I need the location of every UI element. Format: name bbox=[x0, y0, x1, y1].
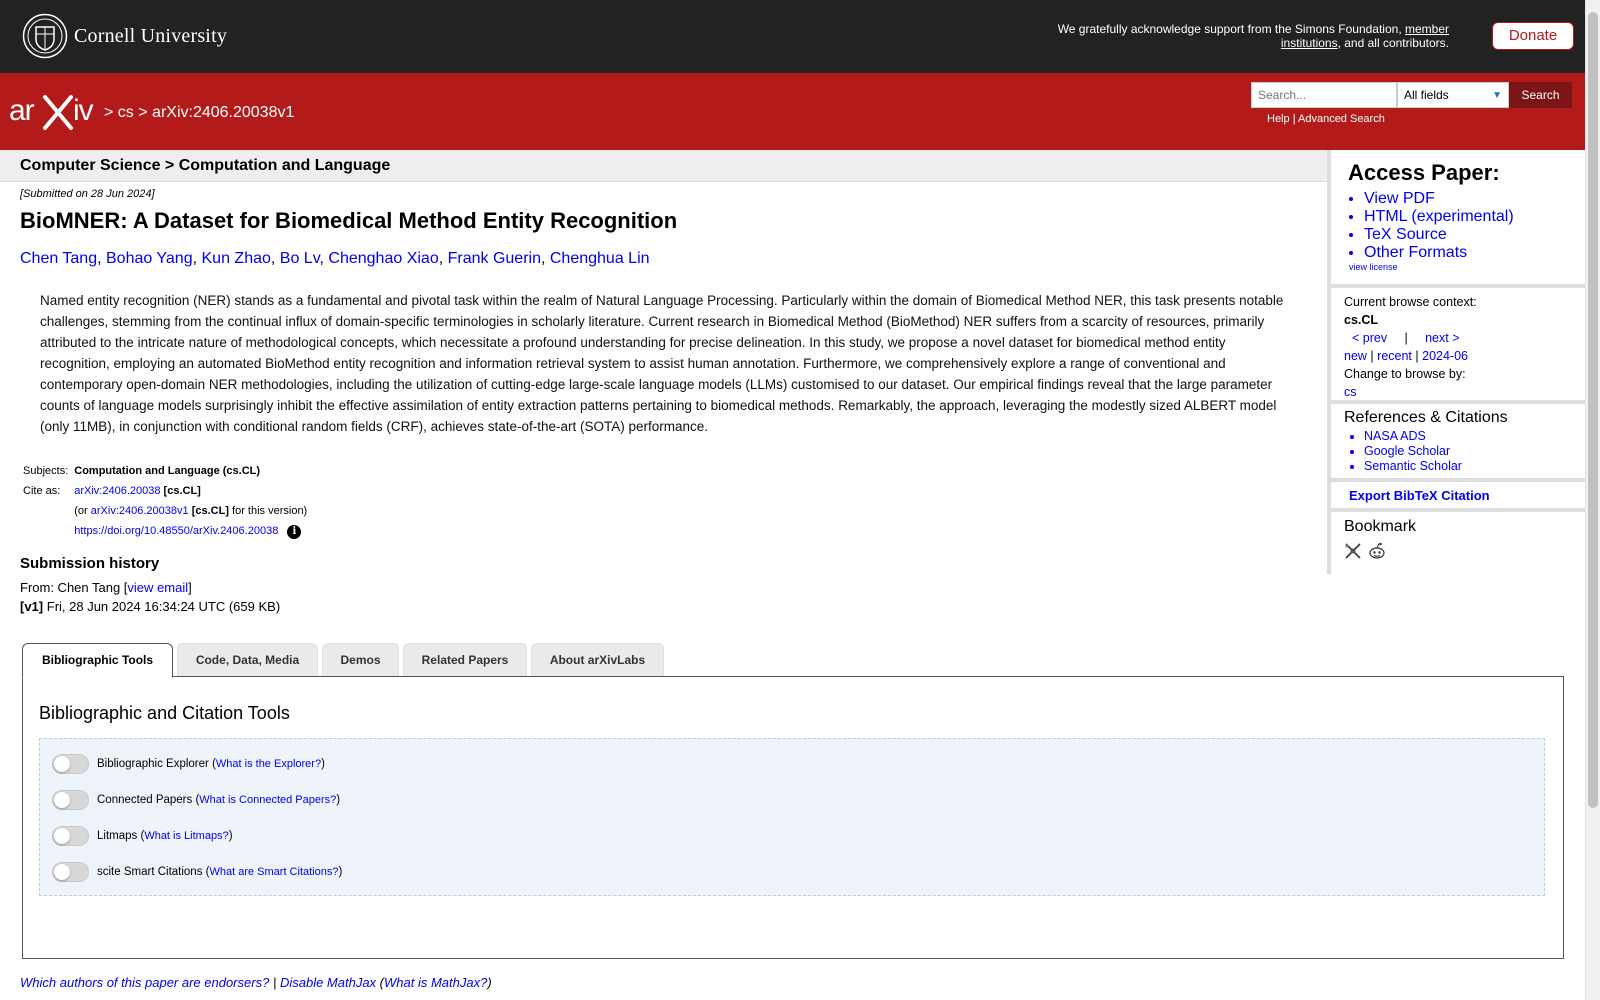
access-links bbox=[1344, 190, 1585, 262]
tool-label: Litmaps bbox=[97, 830, 138, 842]
author-link[interactable]: Chenghua Lin bbox=[549, 250, 650, 267]
listing-links bbox=[1344, 347, 1585, 365]
cite-version-suffix: for this version) bbox=[232, 505, 308, 517]
tex-source-link[interactable]: • TeX Source bbox=[1364, 226, 1585, 244]
tool-label: scite Smart Citations bbox=[97, 866, 203, 878]
tab-about-arxivlabs[interactable]: About arXivLabs bbox=[531, 643, 664, 677]
cite-or-text: (or bbox=[74, 505, 88, 517]
search-input[interactable] bbox=[1251, 82, 1397, 108]
view-email-link[interactable]: view email bbox=[127, 580, 189, 595]
info-icon[interactable]: i bbox=[287, 525, 301, 539]
support-prefix: We gratefully acknowledge support from the Simons Foundation, bbox=[1057, 22, 1405, 36]
tool-row-connected-papers: Connected Papers ( What is Connected Papers? ) bbox=[52, 789, 340, 811]
cite-category: [cs.CL] bbox=[163, 485, 201, 497]
from-suffix: ] bbox=[188, 580, 192, 595]
support-text bbox=[1029, 22, 1449, 50]
svg-text:ar: ar bbox=[9, 94, 34, 127]
subjects-row bbox=[20, 461, 310, 481]
support-suffix: , and all contributors. bbox=[1337, 36, 1449, 50]
browse-context-box bbox=[1331, 288, 1585, 404]
recent-link[interactable]: recent bbox=[1377, 349, 1412, 363]
scite-toggle[interactable] bbox=[52, 862, 89, 882]
paper-title: BioMNER: A Dataset for Biomedical Method Entity Recognition bbox=[20, 208, 678, 233]
semantic-scholar-link[interactable]: • Semantic Scholar bbox=[1364, 459, 1585, 474]
doi-link[interactable]: https://doi.org/10.48550/arXiv.2406.20038 bbox=[74, 525, 279, 537]
author-list: Chen Tang, Bohao Yang, Kun Zhao, Bo Lv, Chenghao Xiao, Frank Guerin, Chenghua Lin bbox=[20, 250, 650, 267]
subjects-value: Computation and Language (cs.CL) bbox=[74, 465, 261, 477]
cornell-logo[interactable] bbox=[22, 13, 227, 59]
tool-help-link[interactable]: What are Smart Citations? bbox=[209, 866, 339, 878]
tab-related-papers[interactable]: Related Papers bbox=[403, 643, 527, 677]
change-browse-label: Change to browse by: bbox=[1344, 367, 1466, 381]
view-pdf-link[interactable]: • View PDF bbox=[1364, 190, 1585, 208]
svg-text:iv: iv bbox=[73, 94, 93, 127]
export-bibtex-link[interactable]: Export BibTeX Citation bbox=[1349, 488, 1490, 503]
version-entry bbox=[20, 599, 1315, 614]
prev-next-nav bbox=[1344, 329, 1585, 347]
tab-bibliographic-tools[interactable]: Bibliographic Tools bbox=[22, 643, 173, 678]
nav-separator: | bbox=[1415, 349, 1419, 363]
sidebar bbox=[1327, 150, 1585, 574]
nav-separator: | bbox=[1404, 331, 1408, 345]
litmaps-toggle[interactable] bbox=[52, 826, 89, 846]
breadcrumb-separator: > bbox=[138, 104, 148, 121]
scrollbar[interactable] bbox=[1585, 0, 1600, 1000]
tool-row-litmaps: Litmaps ( What is Litmaps? ) bbox=[52, 825, 233, 847]
context-value: cs.CL bbox=[1344, 313, 1379, 327]
footer-links: Which authors of this paper are endorsers? | Disable MathJax (What is MathJax?) bbox=[20, 975, 492, 990]
tool-row-bibliographic-explorer: Bibliographic Explorer ( What is the Explorer? ) bbox=[52, 753, 325, 775]
bibtex-box bbox=[1331, 482, 1585, 512]
endorsers-link[interactable]: Which authors of this paper are endorsers? bbox=[20, 975, 270, 990]
author-link[interactable]: Bo Lv bbox=[279, 250, 320, 267]
tab-demos[interactable]: Demos bbox=[322, 643, 399, 677]
arxiv-header bbox=[0, 73, 1585, 150]
member-institutions-link[interactable]: member institutions bbox=[1280, 22, 1449, 50]
cornell-name: Cornell University bbox=[74, 24, 228, 47]
subjects-label: Subjects: bbox=[23, 465, 69, 477]
help-link[interactable]: Help bbox=[1267, 113, 1290, 125]
chevron-down-icon: ▼ bbox=[1492, 89, 1502, 101]
cite-version-value bbox=[71, 501, 310, 521]
abstract: Named entity recognition (NER) stands as a fundamental and pivotal task within the realm of Natural Language Processing. Particularly within the domain of Biomedical Method NER, this task presents notable challenges, stemming from the continual influx of domain-specific terminologies in scholarly literature. Current research in Biomedical Method (BioMethod) NER suffers from a scarcity of resources, primarily attributed to the intricate nature of methodological concepts, which necessitate a profound understanding for precise delineation. In this study, we propose a novel dataset for biomedical method entity recognition, employing an automated BioMethod entity recognition and information retrieval system to assist human annotation. Furthermore, we comprehensively explore a range of conventional and contemporary open-domain NER methodologies, including the utilization of cutting-edge large-scale language models (LLMs) customised to our dataset. Our empirical findings reveal that the large parameter counts of language models surprisingly inhibit the effective assimilation of entity extraction patterns pertaining to biomedical methods. Remarkably, the approach, leveraging the modestly sized ALBERT model (only 11MB), in conjunction with conditional random fields (CRF), achieves state-of-the-art (SOTA) performance. bbox=[40, 293, 1284, 434]
doi-row bbox=[20, 521, 310, 541]
context-label: Current browse context: bbox=[1344, 295, 1477, 309]
category-heading: Computer Science > Computation and Language bbox=[20, 157, 391, 174]
version-label: [v1] bbox=[20, 599, 44, 614]
cornell-bar bbox=[0, 0, 1585, 73]
footer-separator: | bbox=[272, 975, 277, 990]
main-content bbox=[20, 182, 1315, 614]
version-text: Fri, 28 Jun 2024 16:34:24 UTC (659 KB) bbox=[46, 599, 281, 614]
bibsonomy-icon[interactable] bbox=[1344, 542, 1362, 560]
next-link[interactable]: next > bbox=[1425, 331, 1460, 345]
author-link[interactable]: Chen Tang bbox=[20, 250, 98, 267]
submission-from bbox=[20, 580, 1315, 595]
breadcrumb-paper-id: arXiv:2406.20038v1 bbox=[152, 104, 295, 121]
toggle-knob bbox=[54, 756, 70, 772]
toggle-knob bbox=[54, 792, 70, 808]
tool-help-link[interactable]: What is Connected Papers? bbox=[199, 794, 337, 806]
tool-row-scite: scite Smart Citations ( What are Smart Citations? ) bbox=[52, 861, 342, 883]
google-scholar-link[interactable]: • Google Scholar bbox=[1364, 444, 1585, 459]
metadata-table bbox=[20, 461, 310, 541]
tool-help-link[interactable]: What is Litmaps? bbox=[144, 830, 229, 842]
breadcrumb-separator: > bbox=[104, 104, 114, 121]
author-link[interactable]: Kun Zhao bbox=[201, 250, 271, 267]
panel-title: Bibliographic and Citation Tools bbox=[39, 703, 290, 723]
author-link[interactable]: Bohao Yang bbox=[106, 250, 193, 267]
submission-history-heading: Submission history bbox=[20, 555, 160, 572]
access-paper-box bbox=[1331, 150, 1585, 288]
cornell-seal-icon bbox=[22, 13, 68, 59]
access-paper-title: Access Paper: bbox=[1348, 160, 1500, 185]
links-separator: | bbox=[1292, 113, 1296, 125]
bibliographic-explorer-toggle[interactable] bbox=[52, 754, 89, 774]
tab-code-data-media[interactable]: Code, Data, Media bbox=[177, 643, 318, 677]
cite-version-row bbox=[20, 501, 310, 521]
search-button[interactable]: Search bbox=[1509, 82, 1572, 108]
reddit-icon[interactable] bbox=[1368, 542, 1386, 560]
other-formats-link[interactable]: • Other Formats bbox=[1364, 244, 1585, 262]
subheader bbox=[0, 150, 1327, 182]
prev-link[interactable]: < prev bbox=[1352, 331, 1388, 345]
view-license-link[interactable]: view license bbox=[1349, 262, 1398, 272]
toggle-knob bbox=[54, 828, 70, 844]
disable-mathjax-link[interactable]: Disable MathJax bbox=[279, 975, 377, 990]
bookmark-title: Bookmark bbox=[1344, 518, 1417, 535]
from-prefix: From: Chen Tang [ bbox=[20, 580, 128, 595]
doi-value bbox=[71, 521, 310, 541]
references-box bbox=[1331, 404, 1585, 482]
cite-label: Cite as: bbox=[23, 485, 61, 497]
cite-value bbox=[71, 481, 310, 501]
breadcrumb-cs-link[interactable]: cs bbox=[117, 104, 134, 121]
references-title: References & Citations bbox=[1344, 409, 1508, 426]
author-link[interactable]: Frank Guerin bbox=[447, 250, 541, 267]
header-links bbox=[1267, 113, 1385, 125]
submitted-date: [Submitted on 28 Jun 2024] bbox=[20, 188, 155, 200]
donate-button[interactable]: Donate bbox=[1492, 22, 1574, 50]
tool-help-link[interactable]: What is the Explorer? bbox=[215, 758, 322, 770]
bookmark-box bbox=[1331, 512, 1585, 572]
references-links bbox=[1344, 429, 1585, 474]
tool-label: Connected Papers bbox=[97, 794, 193, 806]
toggle-knob bbox=[54, 864, 70, 880]
cite-version-link[interactable]: arXiv:2406.20038v1 bbox=[90, 505, 189, 517]
mathjax-help-link[interactable]: What is MathJax? bbox=[384, 975, 488, 990]
tab-panel bbox=[22, 676, 1564, 959]
browse-cs-link[interactable]: cs bbox=[1344, 385, 1357, 399]
new-link[interactable]: new bbox=[1344, 349, 1367, 363]
cite-row bbox=[20, 481, 310, 501]
author-link[interactable]: Chenghao Xiao bbox=[328, 250, 439, 267]
advanced-search-link[interactable]: Advanced Search bbox=[1298, 113, 1385, 125]
field-select[interactable] bbox=[1397, 82, 1509, 108]
connected-papers-toggle[interactable] bbox=[52, 790, 89, 810]
tools-box bbox=[39, 738, 1545, 896]
html-link[interactable]: • HTML (experimental) bbox=[1364, 208, 1585, 226]
arxiv-logo[interactable] bbox=[9, 92, 101, 132]
nasa-ads-link[interactable]: • NASA ADS bbox=[1364, 429, 1585, 444]
nav-separator: | bbox=[1370, 349, 1374, 363]
field-select-value: All fields bbox=[1404, 88, 1449, 102]
cite-link[interactable]: arXiv:2406.20038 bbox=[74, 485, 161, 497]
breadcrumb bbox=[104, 104, 294, 122]
scroll-thumb[interactable] bbox=[1588, 12, 1598, 808]
month-link[interactable]: 2024-06 bbox=[1422, 349, 1468, 363]
tool-label: Bibliographic Explorer bbox=[97, 758, 209, 770]
cite-version-category: [cs.CL] bbox=[191, 505, 229, 517]
